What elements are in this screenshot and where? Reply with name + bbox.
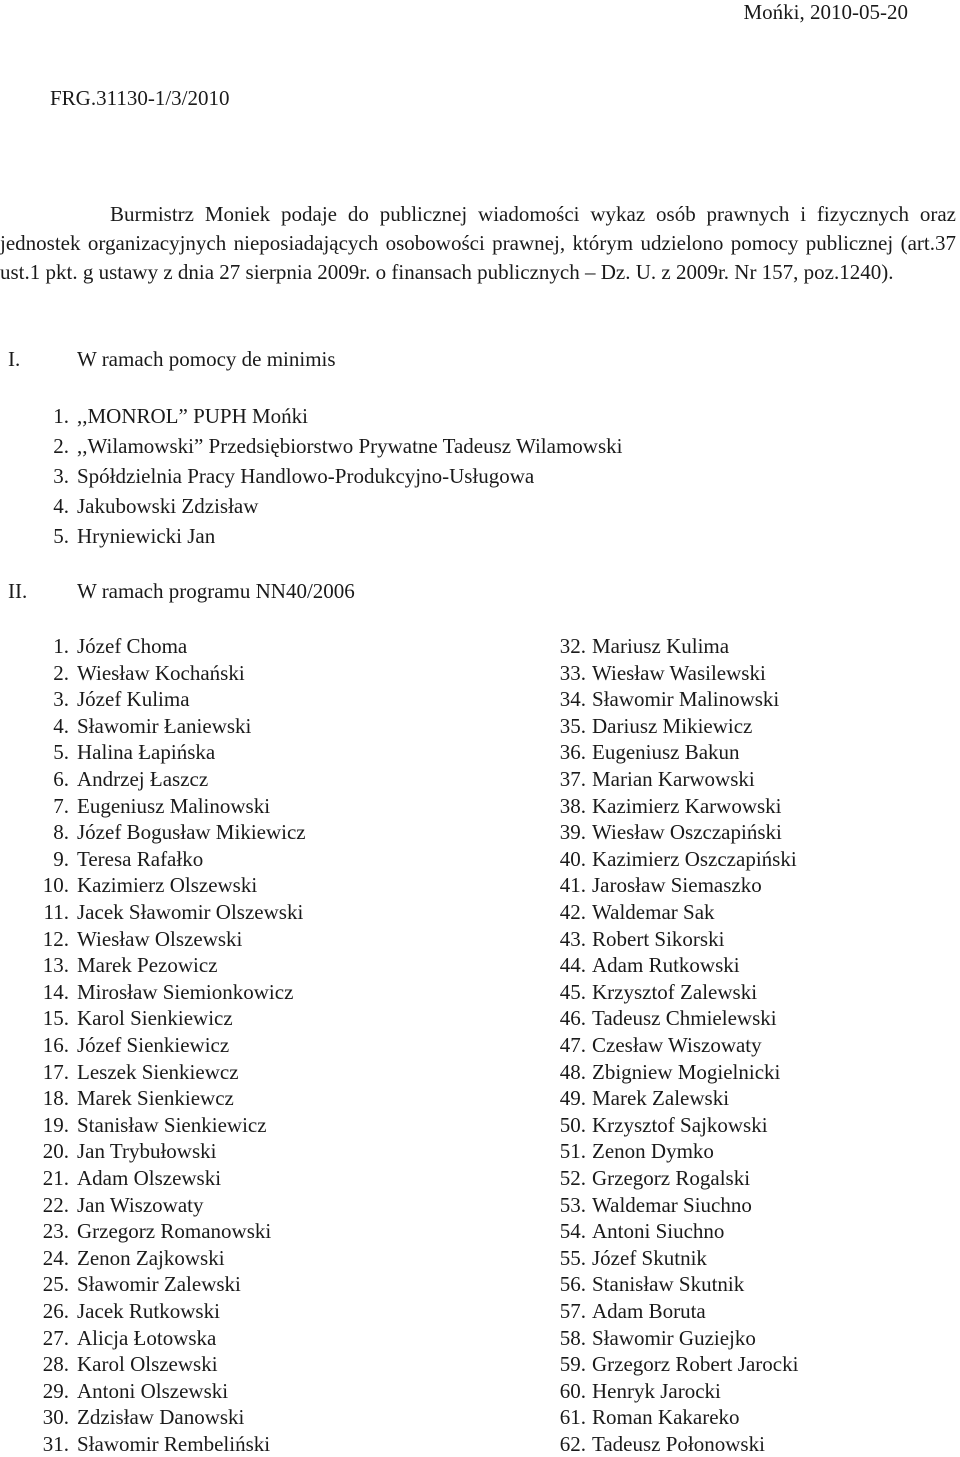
list-item-number: 29. [42,1378,69,1403]
list-item-number: 28. [42,1352,69,1377]
document-date: Mońki, 2010-05-20 [743,0,908,24]
list-item-text: Antoni Siuchno [592,1219,725,1244]
list-item-text: Halina Łapińska [77,740,216,765]
list-item-text: Stanisław Sienkiewicz [77,1112,267,1137]
list-item-text: Teresa Rafałko [77,846,204,871]
list-item-number: 58. [559,1325,586,1350]
list-item-number: 51. [559,1139,586,1164]
intro-paragraph: Burmistrz Moniek podaje do publicznej wiadomości wykaz osób prawnych i fizycznych oraz jednostek organizacyjnych nieposiadających osobowości prawnej, którym udzielono pomocy publicznej (art.37 ust.1 pkt. g ustawy z dnia 27 sierpnia 2009r. o finansach publicznych – Dz. U. z 2009r. Nr 157, poz.1240). [0,202,956,284]
list-item-number: 39. [559,820,586,845]
list-item-text: Czesław Wiszowaty [592,1033,762,1057]
list-item-text: Eugeniusz Bakun [592,740,740,765]
list-item-text: Leszek Sienkiewcz [77,1059,239,1084]
list-item-text: Grzegorz Romanowski [77,1219,272,1244]
list-item-number: 12. [42,926,69,951]
list-item-number: 62. [559,1432,586,1456]
list-item-number: 9. [53,846,69,871]
list-item-text: Adam Rutkowski [592,953,740,978]
list-item-number: 36. [559,740,586,765]
section2-title: W ramach programu NN40/2006 [77,579,355,603]
list-item-text: Alicja Łotowska [77,1325,217,1350]
list-item-text: Dariusz Mikiewicz [592,713,753,738]
list-item-text: Mirosław Siemionkowicz [77,979,294,1004]
list-item-text: Karol Olszewski [77,1352,218,1377]
list-item-text: Tadeusz Chmielewski [592,1006,777,1031]
list-item-number: 33. [559,660,586,685]
list-item-text: Robert Sikorski [592,926,725,951]
list-item-text: Marek Zalewski [592,1086,730,1111]
list-item-text: ,,MONROL” PUPH Mońki [77,404,309,428]
list-item-text: Adam Boruta [592,1299,706,1323]
list-item-number: 44. [559,953,586,978]
list-item-number: 37. [559,767,586,791]
list-item-number: 53. [559,1192,586,1217]
list-item-text: Krzysztof Zalewski [592,979,758,1004]
list-item-text: Henryk Jarocki [592,1378,721,1403]
list-item-number: 56. [559,1272,586,1297]
list-item-number: 5. [53,740,69,765]
list-item-text: Tadeusz Połonowski [592,1432,765,1456]
list-item-number: 7. [53,793,69,818]
list-item-number: 32. [559,634,586,658]
list-item-text: Andrzej Łaszcz [77,767,209,791]
list-item-number: 24. [42,1245,69,1270]
list-item-number: 60. [559,1378,586,1403]
list-item-number: 52. [559,1166,586,1190]
list-item-text: Eugeniusz Malinowski [77,793,271,818]
list-item-text: Spółdzielnia Pracy Handlowo-Produkcyjno-Usługowa [77,464,535,488]
list-item-text: Waldemar Sak [592,900,715,924]
list-item-text: Sławomir Zalewski [77,1272,241,1297]
list-item-number: 59. [559,1352,586,1377]
list-item-number: 4. [53,494,69,518]
list-item-number: 25. [42,1272,69,1297]
list-item-text: Kazimierz Karwowski [592,793,782,818]
list-item-text: Mariusz Kulima [592,634,730,658]
list-item-number: 30. [42,1405,69,1430]
list-item-text: Hryniewicki Jan [77,524,216,548]
list-item-text: Zenon Zajkowski [77,1245,225,1270]
list-item-text: Zenon Dymko [592,1139,714,1164]
list-item-number: 48. [559,1059,586,1084]
list-item-text: Marek Pezowicz [77,953,218,978]
list-item-number: 46. [559,1006,586,1031]
list-item-text: Sławomir Łaniewski [77,713,252,738]
list-item-text: Józef Bogusław Mikiewicz [77,820,306,845]
list-item-number: 2. [53,660,69,685]
list-item-text: Stanisław Skutnik [592,1272,745,1297]
list-item-text: Jan Wiszowaty [77,1192,204,1217]
list-item-number: 43. [559,926,586,951]
list-item-number: 42. [559,900,586,924]
list-item-number: 6. [53,767,69,791]
list-item-text: Wiesław Wasilewski [592,660,766,685]
list-item-text: Kazimierz Olszewski [77,873,258,898]
list-item-number: 49. [559,1086,586,1111]
list-item-number: 57. [559,1299,586,1323]
section1-title: W ramach pomocy de minimis [77,347,336,371]
list-item-number: 11. [43,900,69,924]
list-item-text: Grzegorz Rogalski [592,1166,751,1190]
list-item-text: Krzysztof Sajkowski [592,1112,768,1137]
list-item-number: 38. [559,793,586,818]
list-item-text: Sławomir Guziejko [592,1325,756,1350]
list-item-number: 1. [53,404,69,428]
list-item-number: 47. [559,1033,586,1057]
list-item-text: Kazimierz Oszczapiński [592,846,797,871]
list-item-text: Adam Olszewski [77,1166,222,1190]
list-item-number: 4. [53,713,69,738]
list-item-number: 61. [559,1405,586,1430]
list-item-number: 17. [42,1059,69,1084]
list-item-text: Zdzisław Danowski [77,1405,245,1430]
list-item-number: 21. [42,1166,69,1190]
list-item-text: Zbigniew Mogielnicki [592,1059,781,1084]
list-item-text: Marian Karwowski [592,767,755,791]
list-item-text: Jacek Sławomir Olszewski [77,900,304,924]
list-item-text: Józef Choma [77,634,188,658]
list-item-text: Sławomir Malinowski [592,687,780,712]
list-item-number: 15. [42,1006,69,1031]
list-item-number: 8. [53,820,69,845]
list-item-number: 23. [42,1219,69,1244]
list-item-number: 26. [42,1299,69,1323]
list-item-text: Karol Sienkiewicz [77,1006,233,1031]
list-item-number: 5. [53,524,69,548]
list-item-text: Jacek Rutkowski [77,1299,220,1323]
list-item-text: Wiesław Oszczapiński [592,820,782,845]
list-item-text: Józef Kulima [77,687,190,712]
list-item-number: 40. [559,846,586,871]
list-item-text: Wiesław Olszewski [77,926,243,951]
list-item-number: 54. [559,1219,586,1244]
list-item-number: 50. [559,1112,586,1137]
list-item-number: 1. [53,634,69,658]
list-item-text: Jakubowski Zdzisław [77,494,259,518]
reference-number: FRG.31130-1/3/2010 [50,86,230,110]
list-item-number: 22. [42,1192,69,1217]
list-item-number: 34. [559,687,586,712]
list-item-text: Jarosław Siemaszko [592,873,762,898]
list-item-number: 55. [559,1245,586,1270]
list-item-number: 14. [42,979,69,1004]
list-item-text: ,,Wilamowski” Przedsiębiorstwo Prywatne Tadeusz Wilamowski [77,434,623,458]
list-item-number: 18. [42,1086,69,1111]
list-item-number: 16. [42,1033,69,1057]
list-item-number: 19. [42,1112,69,1137]
list-item-text: Roman Kakareko [592,1405,740,1430]
list-item-number: 10. [42,873,69,898]
list-item-number: 2. [53,434,69,458]
list-item-number: 3. [53,687,69,712]
section1-number: I. [8,347,21,371]
list-item-number: 3. [53,464,69,488]
list-item-number: 27. [42,1325,69,1350]
list-item-text: Antoni Olszewski [77,1378,229,1403]
list-item-text: Grzegorz Robert Jarocki [592,1352,799,1377]
list-item-number: 41. [559,873,586,898]
list-item-number: 45. [559,979,586,1004]
list-item-text: Józef Skutnik [592,1245,707,1270]
section2-number: II. [8,579,28,603]
list-item-text: Jan Trybułowski [77,1139,217,1164]
list-item-number: 31. [42,1432,69,1456]
list-item-number: 20. [42,1139,69,1164]
list-item-text: Józef Sienkiewicz [77,1033,230,1057]
list-item-text: Marek Sienkiewcz [77,1086,234,1111]
list-item-number: 35. [559,713,586,738]
list-item-text: Sławomir Rembeliński [77,1432,271,1456]
list-item-text: Waldemar Siuchno [592,1192,752,1217]
list-item-number: 13. [42,953,69,978]
list-item-text: Wiesław Kochański [77,660,245,685]
